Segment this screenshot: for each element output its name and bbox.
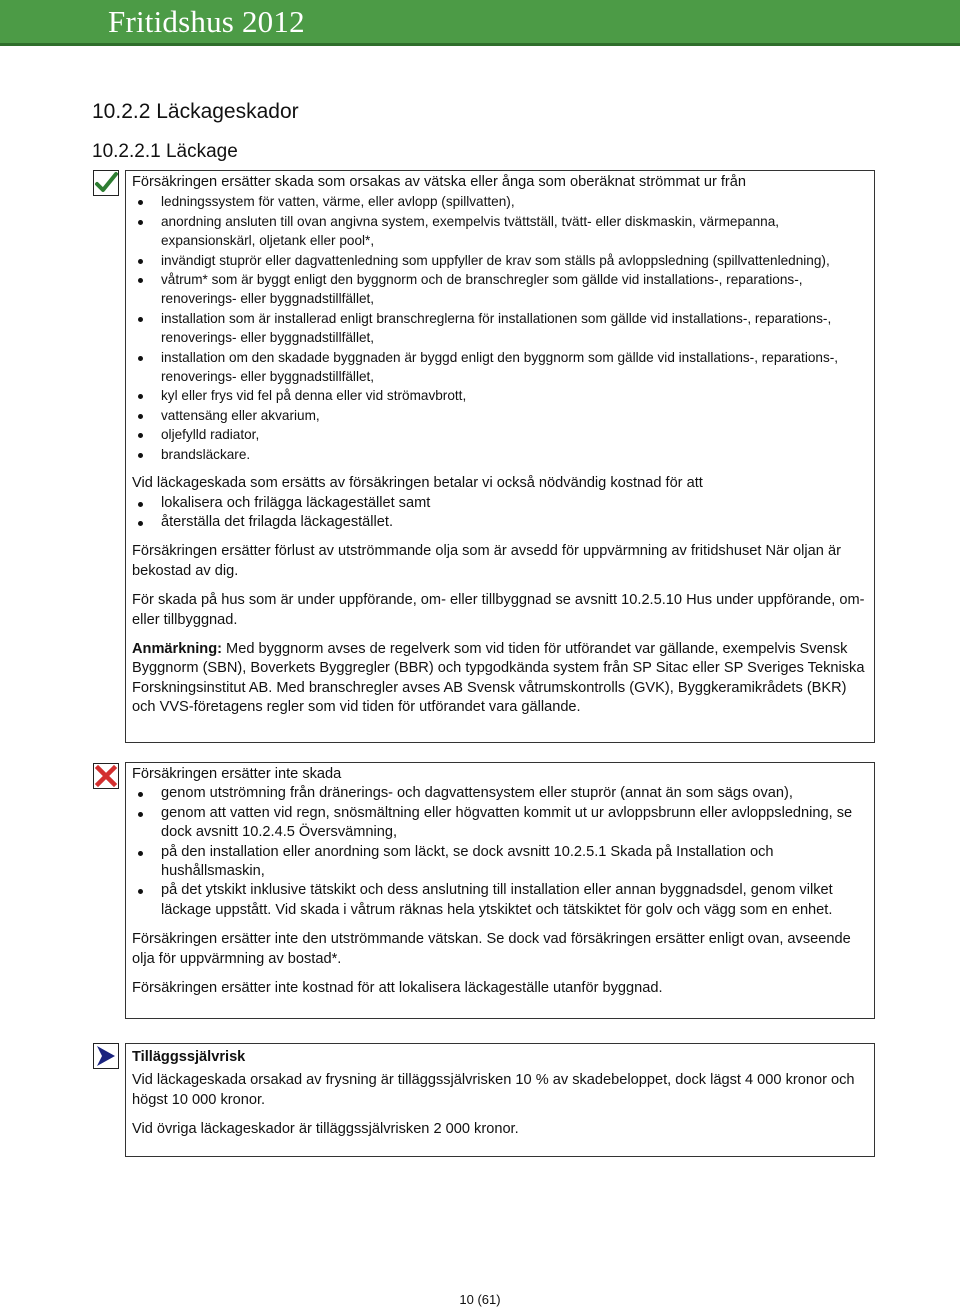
covered-list [132,192,866,464]
list-item: återställa det frilagda läckagestället. [132,513,866,532]
list-item: anordning ansluten till ovan angivna system, exempelvis tvättställ, tvätt- eller diskmaskin, värmepanna, expansionskärl, oljetank eller pool*, [132,212,866,251]
document-title: Fritidshus 2012 [108,4,305,39]
list-item: genom att vatten vid regn, snösmältning eller högvatten kommit ut ur avloppsbrunn eller avloppsledning, se dock avsnitt 10.2.4.5 Översvämning, [132,804,866,843]
list-item: kyl eller frys vid fel på denna eller vid strömavbrott, [132,386,866,405]
list-item: våtrum* som är byggt enligt den byggnorm och de branschregler som gällde vid installations-, reparations-, renoverings- eller byggnadstillfället, [132,270,866,309]
deductible-box [125,1043,875,1157]
list-item: installation om den skadade byggnaden är byggd enligt den byggnorm som gällde vid installations-, reparations-, renoverings- eller byggnadstillfället, [132,348,866,387]
x-mark-icon [93,763,119,789]
list-item: vattensäng eller akvarium, [132,406,866,425]
fluid-text: Försäkringen ersätter inte den utströmmande vätskan. Se dock vad försäkringen ersätter enligt ovan, avseende olja för uppvärmning av bostad*. [132,931,851,967]
note-paragraph [132,640,866,718]
note-text: Med byggnorm avses de regelverk som vid tiden för utförandet var gällande, exempelvis Svensk Byggnorm (SBN), Boverkets Byggregler (BBR) och typgodkända system från SP Sitac eller SP Sveriges Tekniska Forskningsinstitut AB. Med branschregler avses AB Svensk våtrumskontrolls (GVK), Byggkeramikrådets (BKR) och VVS-företagens regler som vid tiden för utförandet vara gällande. [132,640,865,716]
cost-list [132,494,866,533]
list-item: lokalisera och frilägga läckagestället samt [132,494,866,513]
oil-loss-text: Försäkringen ersätter förlust av utströmmande olja som är avsedd för uppvärmning av fritidshuset När oljan är bekostad av dig. [132,543,841,579]
list-item: genom utströmning från dränerings- och dagvattensystem eller stuprör (annat än som sägs ovan), [132,784,866,803]
deductible-other: Vid övriga läckageskador är tilläggssjälvrisken 2 000 kronor. [132,1121,519,1138]
list-item: installation som är installerad enligt branschreglerna för installationen som gällde vid installations-, reparations-, renoverings- eller byggnadstillfället, [132,309,866,348]
subsection-heading: 10.2.2.1 Läckage [92,141,238,162]
deductible-frost: Vid läckageskada orsakad av frysning är tilläggssjälvrisken 10 % av skadebeloppet, dock lägst 4 000 kronor och högst 10 000 kronor. [132,1072,855,1108]
construction-text: För skada på hus som är under uppförande, om- eller tillbyggnad se avsnitt 10.2.5.10 Hus under uppförande, om- eller tillbyggnad. [132,592,865,628]
list-item: oljefylld radiator, [132,425,866,444]
covered-intro: Försäkringen ersätter skada som orsakas av vätska eller ånga som oberäknat strömmat ur från [132,174,747,190]
section-heading: 10.2.2 Läckageskador [92,100,299,123]
arrow-right-icon [93,1043,119,1069]
covered-box [125,170,875,743]
list-item: invändigt stuprör eller dagvattenledning som uppfyller de krav som ställs på avloppsledning (spillvattenledning), [132,251,866,270]
excluded-list [132,784,866,920]
list-item: på det ytskikt inklusive tätskikt och dess anslutning till installation eller annan byggnadsdel, genom vilket läckage uppstått. Vid skada i våtrum räknas hela ytskiktet och tätskiktet för golv och vägg som en enhet. [132,881,866,920]
deductible-title: Tilläggssjälvrisk [132,1049,246,1065]
list-item: ledningssystem för vatten, värme, eller avlopp (spillvatten), [132,192,866,211]
page-number: 10 (61) [459,1292,501,1307]
excluded-intro: Försäkringen ersätter inte skada [132,766,342,782]
list-item: på den installation eller anordning som läckt, se dock avsnitt 10.2.5.1 Skada på Installation och hushållsmaskin, [132,843,866,882]
locate-text: Försäkringen ersätter inte kostnad för att lokalisera läckageställe utanför byggnad. [132,980,663,997]
checkmark-icon [93,170,119,196]
list-item: brandsläckare. [132,445,866,464]
document-header [0,0,960,46]
excluded-box [125,762,875,1019]
note-label: Anmärkning: [132,640,222,657]
cost-intro: Vid läckageskada som ersätts av försäkringen betalar vi också nödvändig kostnad för att [132,475,703,492]
